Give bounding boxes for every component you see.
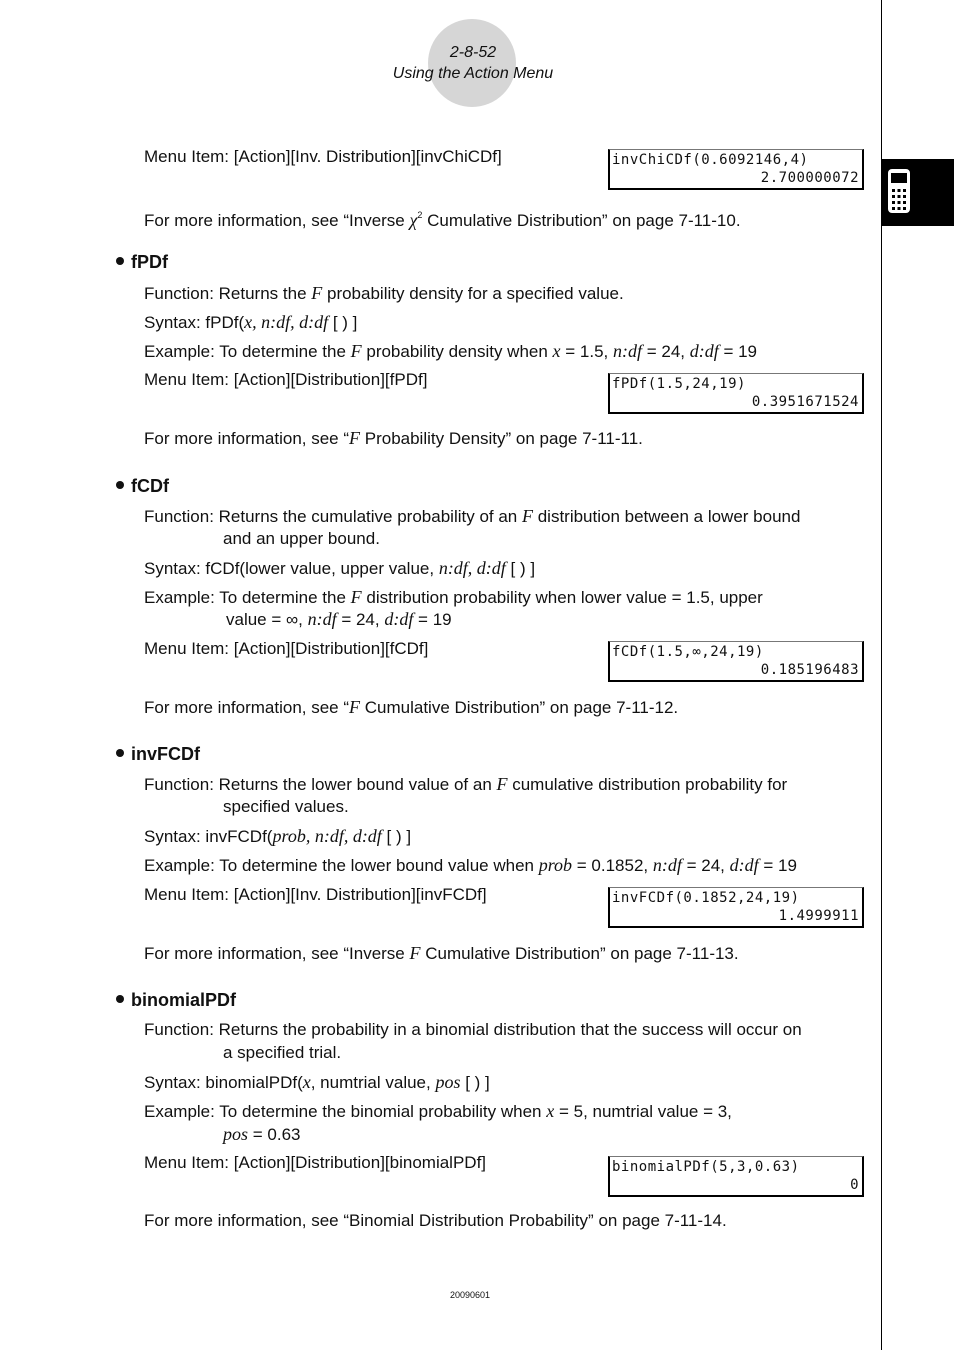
bullet-icon <box>116 257 124 265</box>
fcdf-example-cont: value = ∞, n:df = 24, d:df = 19 <box>226 609 452 629</box>
fcdf-example: Example: To determine the F distribution probability when lower value = 1.5, upper <box>144 587 763 607</box>
screen-output: 0.3951671524 <box>751 394 859 410</box>
section-title: Using the Action Menu <box>392 65 554 82</box>
fcdf-menu-item: Menu Item: [Action][Distribution][fCDf] <box>144 639 429 658</box>
invfcdf-syntax: Syntax: invFCDf(prob, n:df, d:df [ ) ] <box>144 826 412 846</box>
screen-input: invFCDf(0.1852,24,19) <box>612 890 800 906</box>
screen-output: 1.4999911 <box>778 908 859 924</box>
binomialpdf-heading: binomialPDf <box>116 989 236 1011</box>
binomialpdf-syntax: Syntax: binomialPDf(x, numtrial value, pos [ ) ] <box>144 1072 490 1092</box>
invchicdf-screen <box>608 149 864 190</box>
screen-output: 0 <box>850 1177 859 1193</box>
invchicdf-more-info: For more information, see “Inverse $\chi^2$ Cumulative Distribution” on page 7-11-10. <box>144 210 741 230</box>
binomialpdf-example-cont: pos = 0.63 <box>223 1124 301 1144</box>
bullet-icon <box>116 481 124 489</box>
screen-input: fPDf(1.5,24,19) <box>612 376 746 392</box>
fpdf-syntax: Syntax: fPDf(x, n:df, d:df [ ) ] <box>144 312 358 332</box>
fcdf-screen <box>608 641 864 682</box>
binomialpdf-menu-item: Menu Item: [Action][Distribution][binomialPDf] <box>144 1153 487 1172</box>
invfcdf-screen <box>608 887 864 928</box>
fcdf-function-cont: and an upper bound. <box>223 529 380 548</box>
footer-code: 20090601 <box>449 1290 491 1300</box>
fcdf-function: Function: Returns the cumulative probability of an F distribution between a lower bound <box>144 506 801 526</box>
binomialpdf-function-cont: a specified trial. <box>223 1043 342 1062</box>
invfcdf-function-cont: specified values. <box>223 797 349 816</box>
fcdf-syntax: Syntax: fCDf(lower value, upper value, n:df, d:df [ ) ] <box>144 558 536 578</box>
fpdf-more-info: For more information, see “F Probability Density” on page 7-11-11. <box>144 428 643 448</box>
fcdf-heading: fCDf <box>116 475 169 497</box>
binomialpdf-screen <box>608 1156 864 1197</box>
invfcdf-menu-item: Menu Item: [Action][Inv. Distribution][invFCDf] <box>144 885 487 904</box>
screen-input: fCDf(1.5,∞,24,19) <box>612 644 764 660</box>
bullet-icon <box>116 995 124 1003</box>
fpdf-menu-item: Menu Item: [Action][Distribution][fPDf] <box>144 370 428 389</box>
binomialpdf-example: Example: To determine the binomial probability when x = 5, numtrial value = 3, <box>144 1101 732 1121</box>
chapter-tab <box>882 159 954 226</box>
invfcdf-function: Function: Returns the lower bound value of an F cumulative distribution probability for <box>144 774 788 794</box>
invfcdf-more-info: For more information, see “Inverse F Cumulative Distribution” on page 7-11-13. <box>144 943 739 963</box>
fpdf-function: Function: Returns the F probability density for a specified value. <box>144 283 624 303</box>
screen-output: 2.700000072 <box>760 170 859 186</box>
fpdf-example: Example: To determine the F probability density when x = 1.5, n:df = 24, d:df = 19 <box>144 341 758 361</box>
page-number: 2-8-52 <box>449 44 497 61</box>
screen-output: 0.185196483 <box>760 662 859 678</box>
screen-input: binomialPDf(5,3,0.63) <box>612 1159 800 1175</box>
invfcdf-heading: invFCDf <box>116 743 200 765</box>
bullet-icon <box>116 749 124 757</box>
header-circle <box>428 19 516 107</box>
fpdf-screen <box>608 373 864 414</box>
fpdf-heading: fPDf <box>116 251 168 273</box>
binomialpdf-function: Function: Returns the probability in a binomial distribution that the success will occur on <box>144 1020 802 1039</box>
binomialpdf-more-info: For more information, see “Binomial Distribution Probability” on page 7-11-14. <box>144 1211 727 1230</box>
screen-input: invChiCDf(0.6092146,4) <box>612 152 809 168</box>
invfcdf-example: Example: To determine the lower bound value when prob = 0.1852, n:df = 24, d:df = 19 <box>144 855 797 875</box>
invchicdf-menu-item: Menu Item: [Action][Inv. Distribution][invChiCDf] <box>144 147 502 166</box>
fcdf-more-info: For more information, see “F Cumulative Distribution” on page 7-11-12. <box>144 697 679 717</box>
calculator-icon <box>886 167 912 215</box>
